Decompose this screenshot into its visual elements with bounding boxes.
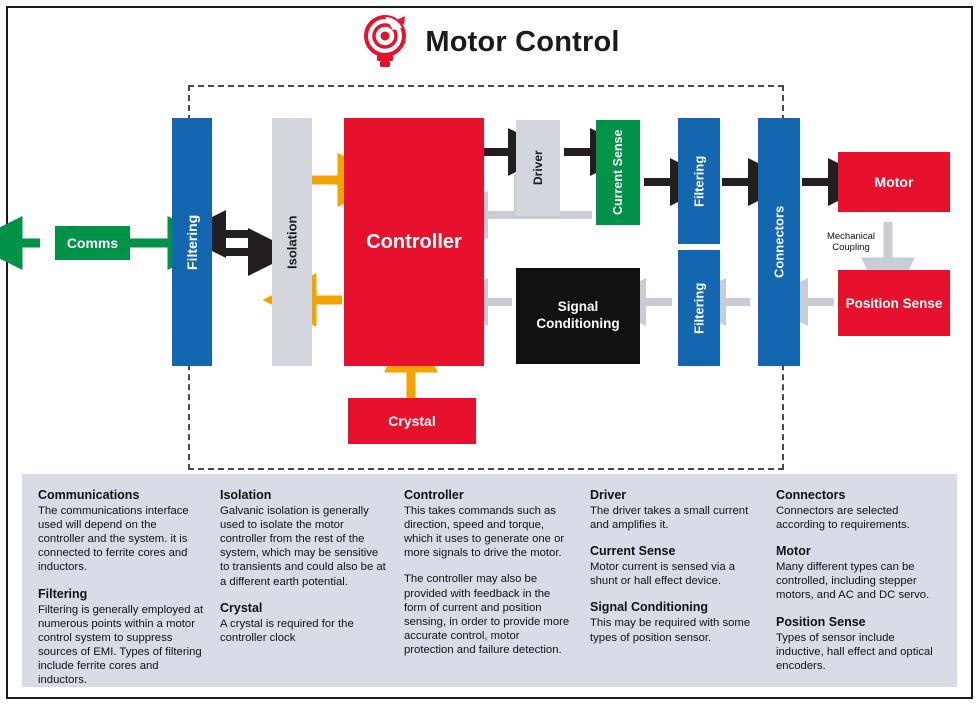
legend-column-3 <box>404 488 572 669</box>
block-driver[interactable]: Driver <box>516 120 560 216</box>
block-isolation[interactable]: Isolation <box>272 118 312 366</box>
legend-body: A crystal is required for the controller clock <box>220 617 354 644</box>
legend-column-1 <box>38 488 206 699</box>
legend-body: This may be required with some types of position sensor. <box>590 617 751 644</box>
legend-title: Driver <box>590 488 627 502</box>
legend-column-2 <box>220 488 388 657</box>
legend-body: The controller may also be provided with feedback in the form of current and position sensing, in order to provide more accurate control, motor protection and failure detection. <box>404 573 570 656</box>
legend-title: Connectors <box>776 488 846 502</box>
legend-body: Types of sensor include inductive, hall effect and optical encoders. <box>776 631 933 672</box>
page-title: Motor Control <box>425 25 620 58</box>
legend-body: Many different types can be controlled, including stepper motors, and AC and DC servo. <box>776 561 930 602</box>
page-header <box>0 14 979 70</box>
legend-title: Filtering <box>38 586 88 601</box>
legend-body: Connectors are selected according to requirements. <box>776 505 910 532</box>
legend-body: Filtering is generally employed at numerous points within a motor control system to suppress sources of EMI. Types of filtering include ferrite cores and inductors. <box>38 603 204 687</box>
legend-title: Position Sense <box>776 614 866 629</box>
block-controller[interactable]: Controller <box>344 118 484 366</box>
legend-title: Isolation <box>220 488 272 502</box>
block-filtering-left[interactable]: Filtering <box>172 118 212 366</box>
mechanical-coupling-label: Mechanical Coupling <box>826 231 876 253</box>
legend-title: Motor <box>776 544 811 559</box>
block-connectors[interactable]: Connectors <box>758 118 800 366</box>
legend-title: Crystal <box>220 600 263 615</box>
legend-body: Motor current is sensed via a shunt or hall effect device. <box>590 561 736 588</box>
legend-column-5 <box>776 488 944 685</box>
legend-title: Signal Conditioning <box>590 600 709 615</box>
block-motor[interactable]: Motor <box>838 152 950 212</box>
legend-column-4 <box>590 488 758 657</box>
block-comms[interactable]: Comms <box>55 226 130 260</box>
legend-panel <box>22 474 957 687</box>
block-crystal[interactable]: Crystal <box>348 398 476 444</box>
legend-body: The driver takes a small current and amplifies it. <box>590 505 749 532</box>
motor-logo-icon <box>359 14 411 70</box>
legend-title: Communications <box>38 488 140 502</box>
block-filtering-bottom[interactable]: Filtering <box>678 250 720 366</box>
legend-title: Controller <box>404 488 464 502</box>
block-filtering-top[interactable]: Filtering <box>678 118 720 244</box>
legend-title: Current Sense <box>590 544 676 559</box>
legend-body: This takes commands such as direction, speed and torque, which it uses to generate one or more signals to drive the motor. <box>404 505 565 560</box>
legend-body: Galvanic isolation is generally used to isolate the motor controller from the rest of the system, which may be sensitive to transients and could also be at a different earth potential. <box>220 505 386 588</box>
legend-body: The communications interface used will depend on the controller and the system. it is connected to ferrite cores and inductors. <box>38 505 189 574</box>
block-position-sense[interactable]: Position Sense <box>838 270 950 336</box>
block-signal-conditioning[interactable]: Signal Conditioning <box>516 268 640 364</box>
block-current-sense[interactable]: Current Sense <box>596 120 640 225</box>
